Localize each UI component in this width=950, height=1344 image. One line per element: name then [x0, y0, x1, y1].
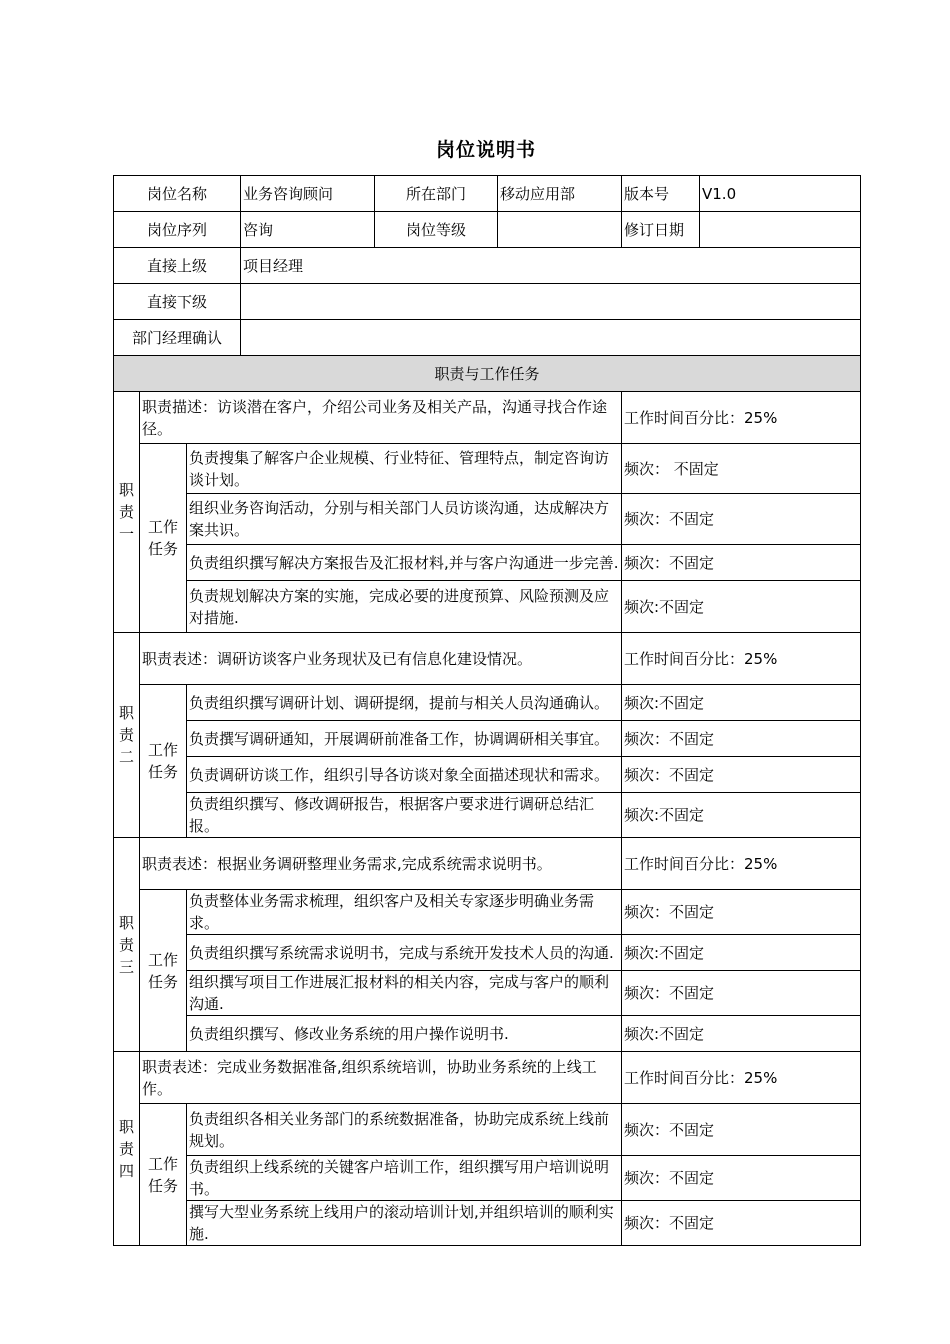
position-name-label: 岗位名称	[114, 176, 241, 212]
task-frequency: 频次:不固定	[622, 935, 861, 971]
duty-label	[114, 1052, 140, 1246]
duty-label-char: 责	[118, 935, 134, 954]
position-sequence-value: 咨询	[241, 212, 375, 248]
task-row	[114, 581, 861, 633]
duty-description-row	[114, 633, 861, 685]
task-text: 撰写大型业务系统上线用户的滚动培训计划,并组织培训的顺利实施.	[187, 1201, 622, 1246]
task-text: 负责组织撰写、修改调研报告，根据客户要求进行调研总结汇报。	[187, 793, 622, 838]
manager-confirm-label: 部门经理确认	[114, 320, 241, 356]
duty-label-char: 一	[118, 525, 134, 543]
task-row	[114, 721, 861, 757]
duty-description: 职责描述：访谈潜在客户，介绍公司业务及相关产品，沟通寻找合作途径。	[140, 392, 622, 444]
task-row	[114, 890, 861, 935]
work-task-label-char: 工作	[147, 1154, 178, 1173]
task-text: 负责整体业务需求梳理，组织客户及相关专家逐步明确业务需求。	[187, 890, 622, 935]
section-title: 职责与工作任务	[114, 356, 861, 392]
work-task-label	[140, 685, 187, 838]
work-task-label-char: 工作	[147, 950, 178, 969]
task-text: 负责组织撰写解决方案报告及汇报材料,并与客户沟通进一步完善.	[187, 545, 622, 581]
duty-description: 职责表述：调研访谈客户业务现状及已有信息化建设情况。	[140, 633, 622, 685]
work-task-label-char: 工作	[147, 741, 178, 759]
work-task-label-char: 任务	[147, 540, 178, 558]
duty-label-char: 二	[118, 748, 134, 766]
duty-description-row	[114, 1052, 861, 1104]
duty-label-char: 四	[118, 1161, 134, 1180]
duty-label	[114, 392, 140, 633]
task-text: 负责组织撰写、修改业务系统的用户操作说明书.	[187, 1016, 622, 1052]
task-frequency: 频次：不固定	[622, 545, 861, 581]
direct-superior-value: 项目经理	[241, 248, 861, 284]
direct-subordinate-label: 直接下级	[114, 284, 241, 320]
work-task-label	[140, 890, 187, 1052]
task-frequency: 频次：不固定	[622, 1104, 861, 1156]
task-frequency: 频次：不固定	[622, 757, 861, 793]
work-task-label-char: 任务	[147, 972, 178, 991]
task-frequency: 频次：不固定	[622, 971, 861, 1016]
duty-description-row	[114, 838, 861, 890]
task-row	[114, 1201, 861, 1246]
revision-date-value	[700, 212, 861, 248]
task-row	[114, 1016, 861, 1052]
duty-description: 职责表述：根据业务调研整理业务需求,完成系统需求说明书。	[140, 838, 622, 890]
work-task-label-char: 任务	[147, 763, 178, 781]
task-frequency: 频次：不固定	[622, 494, 861, 545]
duty-label-char: 职	[118, 913, 134, 932]
duty-label	[114, 633, 140, 838]
duty-label-char: 责	[118, 1139, 134, 1158]
work-task-label	[140, 1104, 187, 1246]
position-level-label: 岗位等级	[375, 212, 498, 248]
duty-label	[114, 838, 140, 1052]
task-frequency: 频次：不固定	[622, 1201, 861, 1246]
job-description-table	[113, 175, 861, 1246]
task-text: 负责组织上线系统的关键客户培训工作，组织撰写用户培训说明书。	[187, 1156, 622, 1201]
task-row	[114, 1104, 861, 1156]
work-task-label	[140, 444, 187, 633]
department-label: 所在部门	[375, 176, 498, 212]
duty-description-row	[114, 392, 861, 444]
task-text: 负责组织撰写系统需求说明书，完成与系统开发技术人员的沟通.	[187, 935, 622, 971]
version-label: 版本号	[622, 176, 700, 212]
task-row	[114, 971, 861, 1016]
task-text: 负责搜集了解客户企业规模、行业特征、管理特点，制定咨询访谈计划。	[187, 444, 622, 494]
task-row	[114, 444, 861, 494]
document-title: 岗位说明书	[435, 139, 536, 161]
work-time-percent: 工作时间百分比：25%	[622, 838, 861, 890]
task-frequency: 频次:不固定	[622, 1016, 861, 1052]
task-text: 负责撰写调研通知，开展调研前准备工作，协调调研相关事宜。	[187, 721, 622, 757]
task-text: 组织撰写项目工作进展汇报材料的相关内容，完成与客户的顺利沟通.	[187, 971, 622, 1016]
task-text: 负责组织撰写调研计划、调研提纲，提前与相关人员沟通确认。	[187, 685, 622, 721]
manager-confirm-value	[241, 320, 861, 356]
department-value: 移动应用部	[498, 176, 622, 212]
position-name-value: 业务咨询顾问	[241, 176, 375, 212]
version-value: V1.0	[700, 176, 861, 212]
work-task-label-char: 任务	[147, 1176, 178, 1195]
task-text: 负责调研访谈工作，组织引导各访谈对象全面描述现状和需求。	[187, 757, 622, 793]
work-time-percent: 工作时间百分比：25%	[622, 392, 861, 444]
task-row	[114, 545, 861, 581]
task-row	[114, 793, 861, 838]
task-frequency: 频次：不固定	[622, 1156, 861, 1201]
work-task-label-char: 工作	[147, 518, 178, 536]
position-level-value	[498, 212, 622, 248]
direct-subordinate-value	[241, 284, 861, 320]
duty-description: 职责表述：完成业务数据准备,组织系统培训，协助业务系统的上线工作。	[140, 1052, 622, 1104]
task-text: 组织业务咨询活动，分别与相关部门人员访谈沟通，达成解决方案共识。	[187, 494, 622, 545]
duty-label-char: 三	[118, 957, 134, 976]
revision-date-label: 修订日期	[622, 212, 700, 248]
task-text: 负责规划解决方案的实施，完成必要的进度预算、风险预测及应对措施.	[187, 581, 622, 633]
direct-superior-label: 直接上级	[114, 248, 241, 284]
task-text: 负责组织各相关业务部门的系统数据准备，协助完成系统上线前规划。	[187, 1104, 622, 1156]
task-row	[114, 935, 861, 971]
duty-label-char: 责	[118, 726, 134, 744]
task-frequency: 频次:不固定	[622, 793, 861, 838]
task-row	[114, 757, 861, 793]
position-sequence-label: 岗位序列	[114, 212, 241, 248]
task-row	[114, 494, 861, 545]
task-row	[114, 1156, 861, 1201]
task-frequency: 频次:不固定	[622, 581, 861, 633]
task-frequency: 频次:不固定	[622, 685, 861, 721]
duty-label-char: 职	[118, 1117, 134, 1136]
work-time-percent: 工作时间百分比：25%	[622, 1052, 861, 1104]
duty-label-char: 职	[118, 481, 134, 499]
duty-label-char: 职	[118, 704, 134, 722]
task-frequency: 频次：不固定	[622, 721, 861, 757]
duty-label-char: 责	[118, 503, 134, 521]
task-frequency: 频次：不固定	[622, 890, 861, 935]
work-time-percent: 工作时间百分比：25%	[622, 633, 861, 685]
task-frequency: 频次： 不固定	[622, 444, 861, 494]
task-row	[114, 685, 861, 721]
